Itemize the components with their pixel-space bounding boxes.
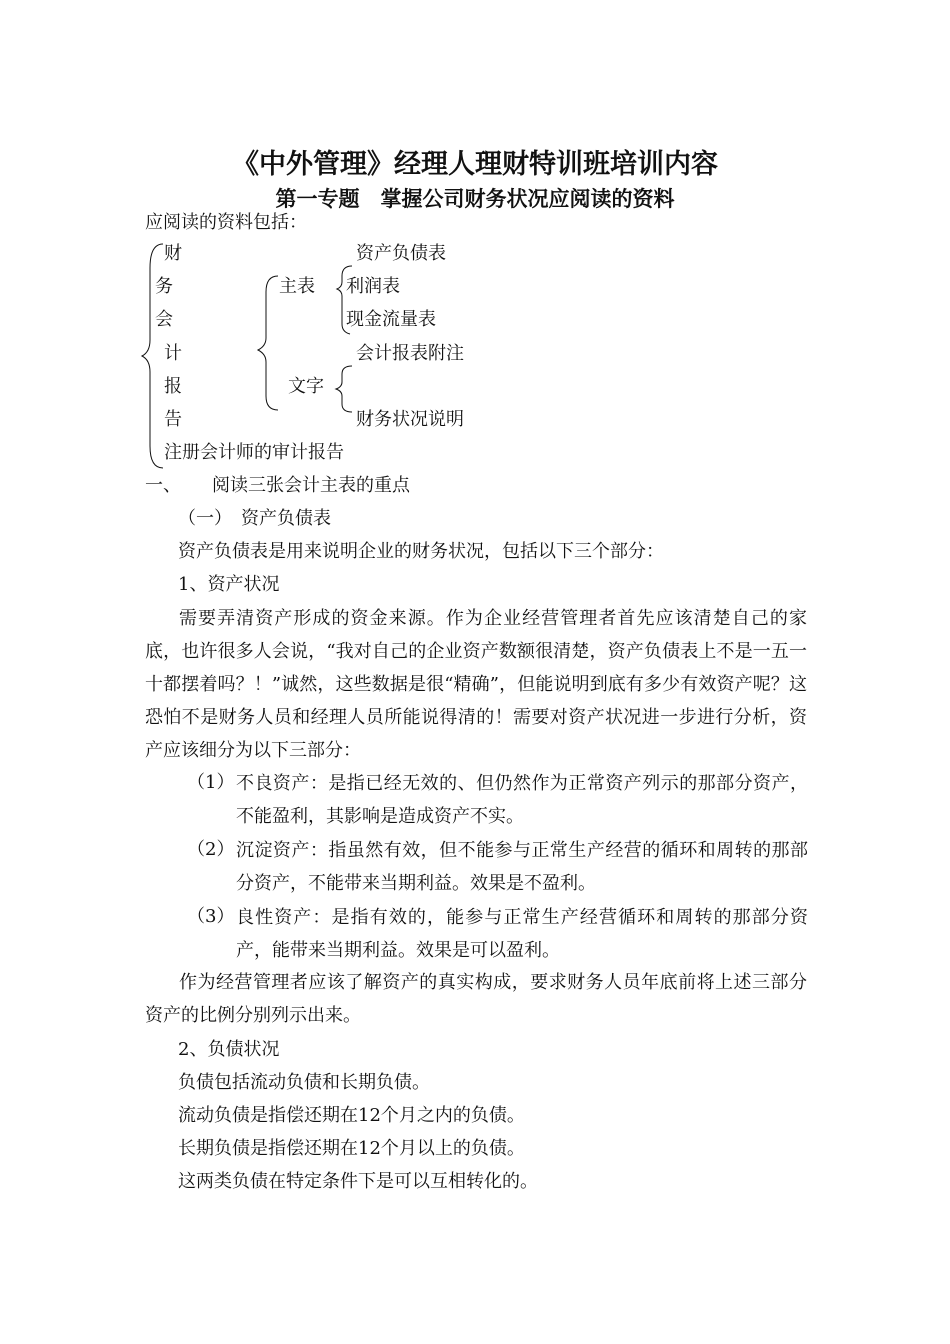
page-subtitle: 第一专题 掌握公司财务状况应阅读的资料	[275, 186, 675, 211]
text-brace	[336, 366, 352, 412]
main-item: 利润表	[346, 276, 400, 297]
tree-char: 告	[164, 409, 182, 430]
main-item: 资产负债表	[356, 243, 446, 264]
list-number: （2）	[187, 839, 235, 860]
tree-char: 报	[164, 376, 182, 397]
paragraph: 流动负债是指偿还期在12个月之内的负债。	[178, 1105, 525, 1126]
subsection-title: （一） 资产负债表	[178, 508, 331, 529]
heading-asset: 1、资产状况	[178, 574, 280, 595]
tree-char: 计	[164, 343, 182, 364]
audit-report: 注册会计师的审计报告	[164, 442, 344, 463]
paragraph: 长期负债是指偿还期在12个月以上的负债。	[178, 1138, 525, 1159]
list-number: （1）	[187, 772, 235, 793]
list-item: 不良资产：是指已经无效的、但仍然作为正常资产列示的那部分资产，不能盈利，其影响是造成资产不实。	[236, 773, 808, 827]
paragraph-manager: 作为经营管理者应该了解资产的真实构成，要求财务人员年底前将上述三部分资产的比例分别列示出来。	[145, 972, 807, 1026]
text-item: 财务状况说明	[356, 409, 464, 430]
tree-braces	[0, 0, 950, 480]
tree-char: 务	[155, 276, 173, 297]
section-title: 阅读三张会计主表的重点	[212, 475, 410, 496]
main-label: 主表	[279, 276, 315, 297]
section-number: 一、	[145, 475, 181, 496]
tree-char: 财	[164, 243, 182, 264]
intro-text: 应阅读的资料包括：	[145, 212, 307, 233]
list-number: （3）	[187, 906, 235, 927]
list-item: 沉淀资产：指虽然有效，但不能参与正常生产经营的循环和周转的那部分资产，不能带来当期利益。效果是不盈利。	[236, 840, 808, 894]
paragraph: 负债包括流动负债和长期负债。	[178, 1072, 430, 1093]
paragraph-asset: 需要弄清资产形成的资金来源。作为企业经营管理者首先应该清楚自己的家底，也许很多人会说，“我对自己的企业资产数额很清楚，资产负债表上不是一五一十都摆着吗？！”诚然，这些数据是很“精确”，但能说明到底有多少有效资产呢？这恐怕不是财务人员和经理人员所能说得清的！需要对资产状况进一步进行分析，资产应该细分为以下三部分：	[145, 608, 807, 761]
tree-char: 会	[155, 309, 173, 330]
paragraph: 资产负债表是用来说明企业的财务状况，包括以下三个部分：	[178, 541, 664, 562]
paragraph: 这两类负债在特定条件下是可以互相转化的。	[178, 1171, 538, 1192]
list-item: 良性资产：是指有效的，能参与正常生产经营循环和周转的那部分资产，能带来当期利益。效果是可以盈利。	[236, 907, 808, 961]
heading-liability: 2、负债状况	[178, 1039, 280, 1060]
text-item: 会计报表附注	[356, 343, 464, 364]
mid-brace	[258, 276, 278, 410]
main-item: 现金流量表	[346, 309, 436, 330]
page-title: 《中外管理》经理人理财特训班培训内容	[232, 149, 718, 180]
text-label: 文字	[288, 376, 324, 397]
